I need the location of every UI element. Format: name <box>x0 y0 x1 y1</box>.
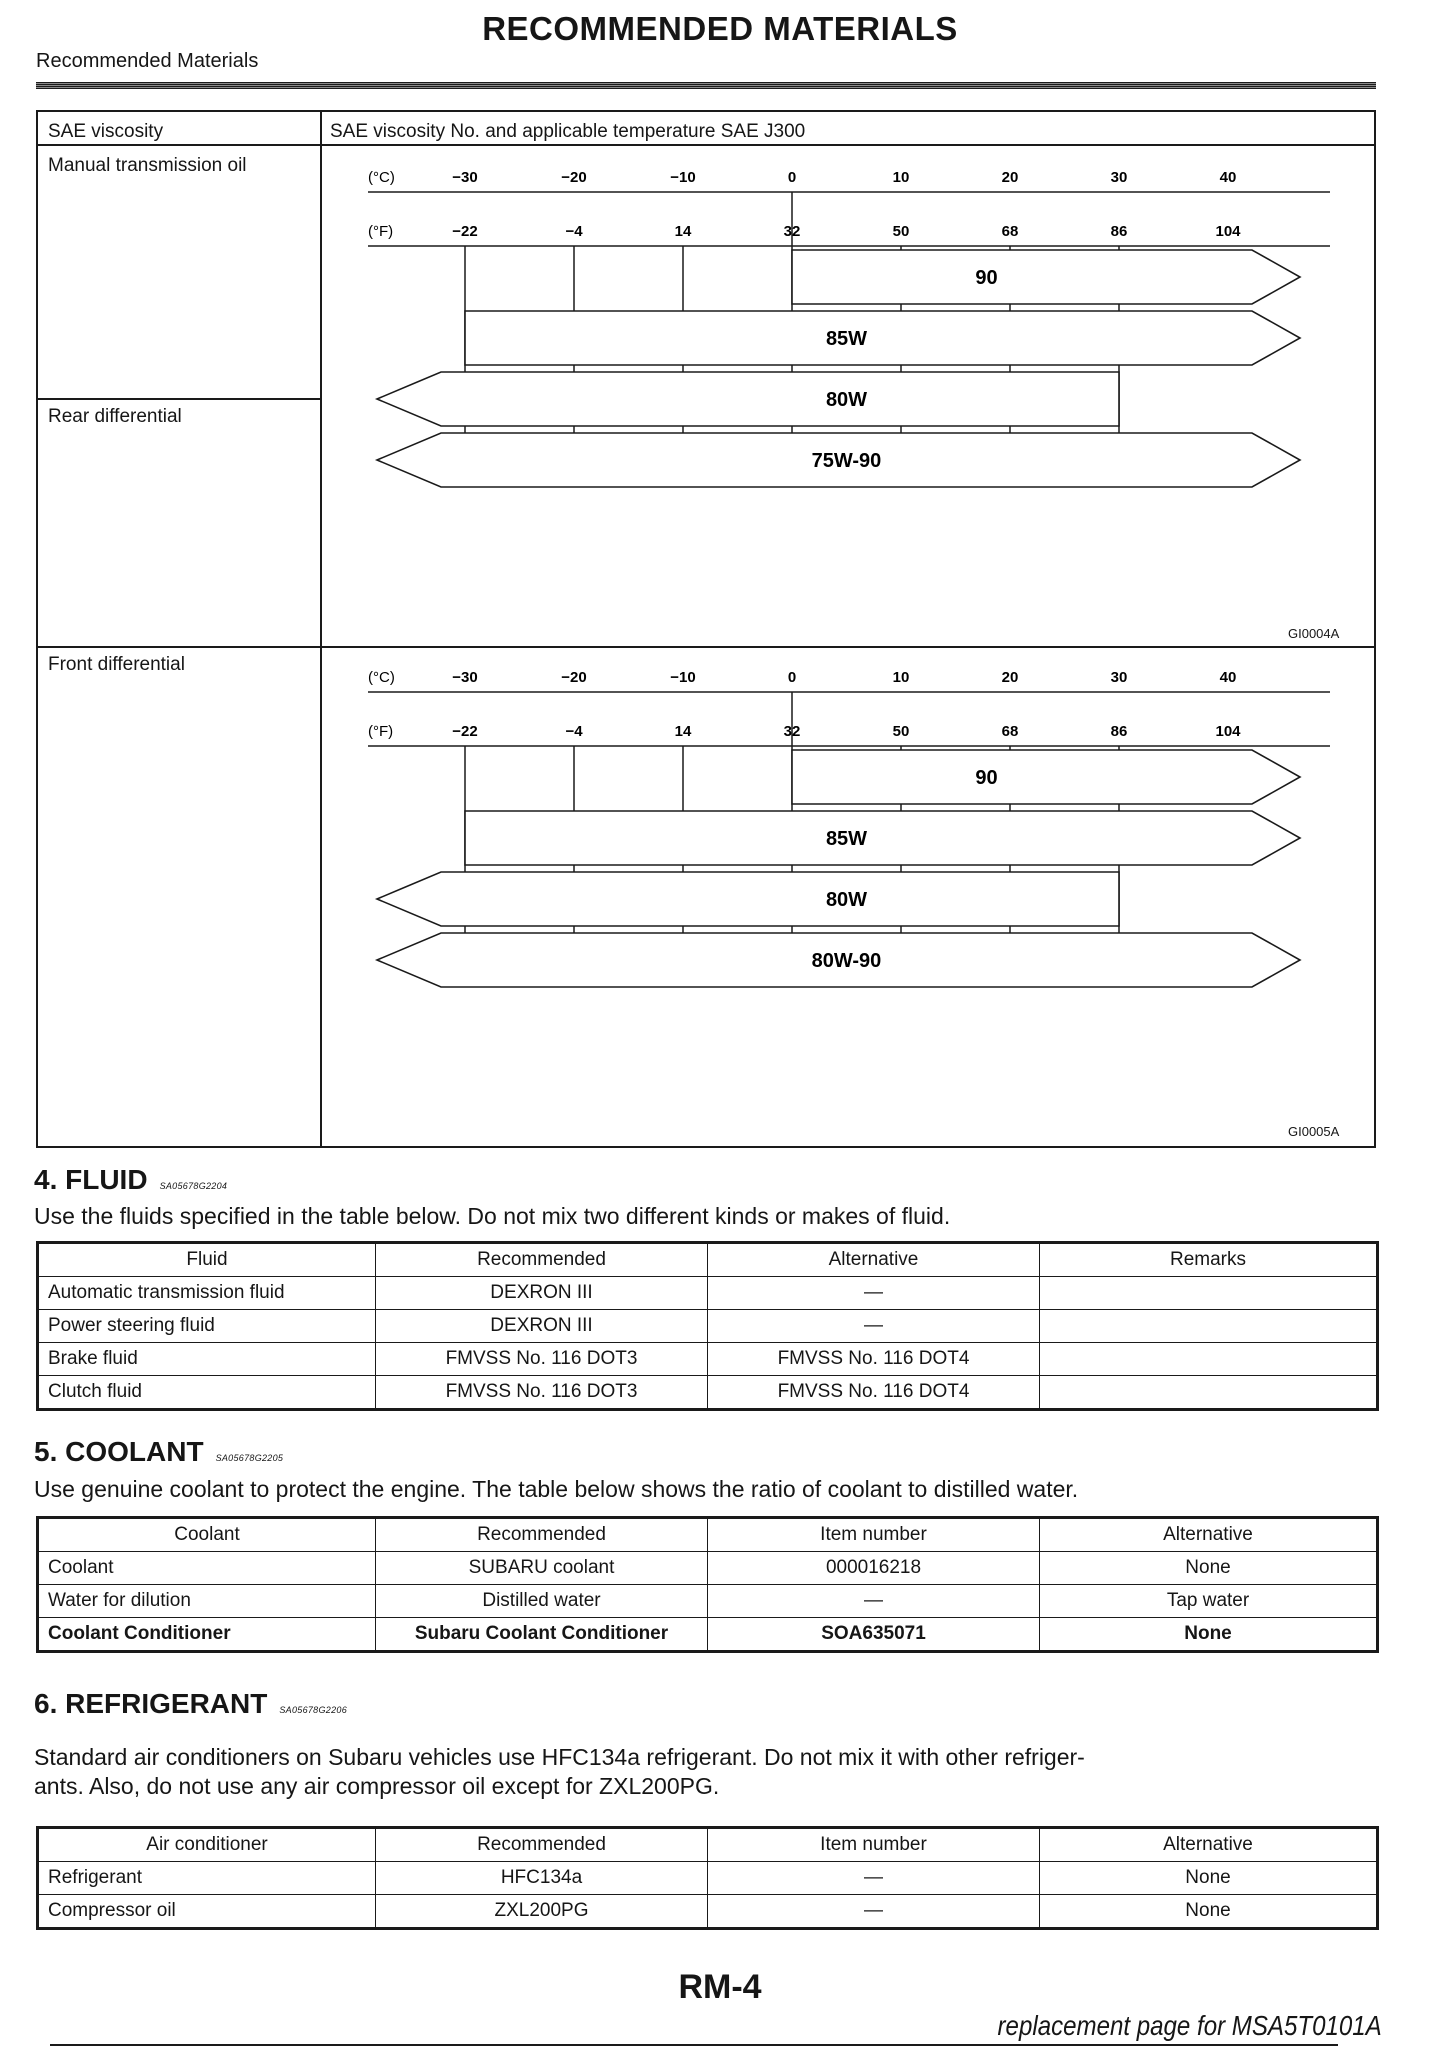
celsius-unit-label: (°C) <box>368 669 395 686</box>
viscosity-chart-gi0004a <box>330 150 1370 646</box>
figure-code-gi0004a: GI0004A <box>1288 626 1340 641</box>
header-cell: Recommended <box>376 1828 708 1862</box>
fluid-name: Automatic transmission fluid <box>38 1277 376 1310</box>
refrigerant-alternative: None <box>1040 1862 1378 1895</box>
refrigerant-name: Refrigerant <box>38 1862 376 1895</box>
table-row <box>38 1862 1378 1895</box>
fluid-remarks <box>1040 1277 1378 1310</box>
page-subtitle: Recommended Materials <box>36 50 259 72</box>
refrigerant-alternative: None <box>1040 1895 1378 1929</box>
table-row <box>38 1552 1378 1585</box>
viscosity-header-divider <box>36 144 1376 146</box>
refrigerant-heading-text: 6. REFRIGERANT <box>34 1688 268 1719</box>
fluid-instruction: Use the fluids specified in the table below. Do not mix two different kinds or makes of fluid. <box>34 1203 951 1229</box>
viscosity-grade-label: 80W-90 <box>811 950 882 972</box>
celsius-tick-label: −20 <box>561 169 587 186</box>
viscosity-grade-label: 85W <box>825 828 868 850</box>
refrigerant-item-number: — <box>708 1862 1040 1895</box>
viscosity-bar <box>792 250 1300 304</box>
celsius-tick-label: 40 <box>1219 169 1237 186</box>
celsius-tick-label: 10 <box>892 169 910 186</box>
coolant-alternative: None <box>1040 1552 1378 1585</box>
celsius-tick-label: −30 <box>452 669 478 686</box>
celsius-tick-label: −30 <box>452 169 478 186</box>
viscosity-column-divider <box>320 110 322 1148</box>
viscosity-grade-label: 90 <box>975 267 998 289</box>
coolant-item-number: — <box>708 1585 1040 1618</box>
fluid-remarks <box>1040 1343 1378 1376</box>
manual-rear-divider <box>36 398 322 400</box>
fahrenheit-tick-label: 104 <box>1215 223 1241 240</box>
page-title: RECOMMENDED MATERIALS <box>482 10 958 47</box>
fluid-recommended: DEXRON III <box>376 1310 708 1343</box>
table-header-row <box>38 1518 1378 1552</box>
celsius-tick-label: −10 <box>670 169 696 186</box>
fluid-alternative: FMVSS No. 116 DOT4 <box>708 1343 1040 1376</box>
celsius-tick-label: 20 <box>1001 169 1019 186</box>
celsius-unit-label: (°C) <box>368 169 395 186</box>
celsius-tick-label: 20 <box>1001 669 1019 686</box>
header-cell: Recommended <box>376 1243 708 1277</box>
coolant-item-number: SOA635071 <box>708 1618 1040 1652</box>
fahrenheit-tick-label: 104 <box>1215 723 1241 740</box>
fluid-alternative: — <box>708 1277 1040 1310</box>
fluid-heading <box>34 1164 227 1196</box>
celsius-tick-label: 40 <box>1219 669 1237 686</box>
celsius-tick-label: 10 <box>892 669 910 686</box>
table-row <box>38 1277 1378 1310</box>
fluid-heading-text: 4. FLUID <box>34 1164 148 1195</box>
table-row <box>38 1618 1378 1652</box>
refrigerant-instruction-line2: ants. Also, do not use any air compressor oil except for ZXL200PG. <box>34 1773 720 1799</box>
header-cell: Recommended <box>376 1518 708 1552</box>
coolant-instruction: Use genuine coolant to protect the engine. The table below shows the ratio of coolant to distilled water. <box>34 1476 1079 1502</box>
footer-rule <box>50 2044 1338 2046</box>
viscosity-grade-label: 75W-90 <box>811 450 882 472</box>
viscosity-bar <box>377 372 1119 426</box>
refrigerant-heading <box>34 1688 347 1720</box>
table-row <box>38 1310 1378 1343</box>
fahrenheit-tick-label: 32 <box>783 223 801 240</box>
coolant-recommended: Subaru Coolant Conditioner <box>376 1618 708 1652</box>
coolant-heading <box>34 1436 283 1468</box>
coolant-item-number: 000016218 <box>708 1552 1040 1585</box>
fahrenheit-tick-label: 86 <box>1110 723 1128 740</box>
coolant-name: Coolant <box>38 1552 376 1585</box>
fluid-recommended: DEXRON III <box>376 1277 708 1310</box>
coolant-table <box>36 1516 1379 1653</box>
fahrenheit-unit-label: (°F) <box>368 223 394 240</box>
fluid-remarks <box>1040 1310 1378 1343</box>
table-row <box>38 1585 1378 1618</box>
coolant-heading-text: 5. COOLANT <box>34 1436 204 1467</box>
viscosity-bar <box>465 811 1300 865</box>
refrigerant-section-id: SA05678G2206 <box>279 1705 348 1715</box>
row-label-front-differential: Front differential <box>48 654 185 675</box>
fahrenheit-unit-label: (°F) <box>368 723 394 740</box>
fahrenheit-tick-label: 14 <box>674 223 692 240</box>
replacement-note: replacement page for MSA5T0101A <box>997 2010 1382 2041</box>
header-cell: Fluid <box>38 1243 376 1277</box>
celsius-tick-label: −20 <box>561 669 587 686</box>
fahrenheit-tick-label: −4 <box>565 223 583 240</box>
table-row <box>38 1376 1378 1410</box>
header-rule <box>36 82 1376 89</box>
coolant-name: Coolant Conditioner <box>38 1618 376 1652</box>
fluid-remarks <box>1040 1376 1378 1410</box>
header-cell: Alternative <box>708 1243 1040 1277</box>
header-cell: Alternative <box>1040 1828 1378 1862</box>
fluid-name: Brake fluid <box>38 1343 376 1376</box>
fahrenheit-tick-label: 32 <box>783 723 801 740</box>
refrigerant-recommended: HFC134a <box>376 1862 708 1895</box>
viscosity-right-header: SAE viscosity No. and applicable temperature SAE J300 <box>330 121 806 142</box>
viscosity-chart-gi0005a <box>330 650 1370 1140</box>
fluid-name: Clutch fluid <box>38 1376 376 1410</box>
viscosity-left-header: SAE viscosity <box>48 121 164 142</box>
header-cell: Item number <box>708 1828 1040 1862</box>
table-row <box>38 1343 1378 1376</box>
coolant-alternative: Tap water <box>1040 1585 1378 1618</box>
fluid-recommended: FMVSS No. 116 DOT3 <box>376 1343 708 1376</box>
table-row <box>38 1895 1378 1929</box>
page-number: RM-4 <box>678 1968 762 2006</box>
chart-divider <box>36 646 1376 648</box>
fluid-alternative: — <box>708 1310 1040 1343</box>
coolant-section-id: SA05678G2205 <box>215 1453 284 1463</box>
fluid-section-id: SA05678G2204 <box>159 1181 228 1191</box>
viscosity-grade-label: 80W <box>825 389 868 411</box>
viscosity-bar <box>792 750 1300 804</box>
celsius-tick-label: 0 <box>787 669 797 686</box>
coolant-recommended: SUBARU coolant <box>376 1552 708 1585</box>
fahrenheit-tick-label: −22 <box>452 723 478 740</box>
header-cell: Coolant <box>38 1518 376 1552</box>
celsius-tick-label: −10 <box>670 669 696 686</box>
figure-code-gi0005a: GI0005A <box>1288 1124 1340 1139</box>
fluid-name: Power steering fluid <box>38 1310 376 1343</box>
fahrenheit-tick-label: −22 <box>452 223 478 240</box>
coolant-recommended: Distilled water <box>376 1585 708 1618</box>
header-cell: Air conditioner <box>38 1828 376 1862</box>
refrigerant-name: Compressor oil <box>38 1895 376 1929</box>
refrigerant-item-number: — <box>708 1895 1040 1929</box>
row-label-manual-transmission: Manual transmission oil <box>48 155 247 176</box>
coolant-alternative: None <box>1040 1618 1378 1652</box>
header-cell: Item number <box>708 1518 1040 1552</box>
viscosity-bar <box>465 311 1300 365</box>
celsius-tick-label: 0 <box>787 169 797 186</box>
viscosity-bar <box>377 872 1119 926</box>
fahrenheit-tick-label: −4 <box>565 723 583 740</box>
fahrenheit-tick-label: 68 <box>1001 723 1019 740</box>
refrigerant-instruction-line1: Standard air conditioners on Subaru vehicles use HFC134a refrigerant. Do not mix it with other refriger- <box>34 1744 1085 1770</box>
celsius-tick-label: 30 <box>1110 169 1128 186</box>
celsius-tick-label: 30 <box>1110 669 1128 686</box>
header-cell: Remarks <box>1040 1243 1378 1277</box>
table-header-row <box>38 1243 1378 1277</box>
fahrenheit-tick-label: 14 <box>674 723 692 740</box>
coolant-name: Water for dilution <box>38 1585 376 1618</box>
refrigerant-recommended: ZXL200PG <box>376 1895 708 1929</box>
fluid-alternative: FMVSS No. 116 DOT4 <box>708 1376 1040 1410</box>
viscosity-grade-label: 80W <box>825 889 868 911</box>
fahrenheit-tick-label: 86 <box>1110 223 1128 240</box>
fahrenheit-tick-label: 50 <box>892 723 910 740</box>
fahrenheit-tick-label: 50 <box>892 223 910 240</box>
viscosity-grade-label: 85W <box>825 328 868 350</box>
viscosity-grade-label: 90 <box>975 767 998 789</box>
fluid-table <box>36 1241 1379 1411</box>
fahrenheit-tick-label: 68 <box>1001 223 1019 240</box>
table-header-row <box>38 1828 1378 1862</box>
fluid-recommended: FMVSS No. 116 DOT3 <box>376 1376 708 1410</box>
header-cell: Alternative <box>1040 1518 1378 1552</box>
refrigerant-table <box>36 1826 1379 1930</box>
row-label-rear-differential: Rear differential <box>48 406 182 427</box>
